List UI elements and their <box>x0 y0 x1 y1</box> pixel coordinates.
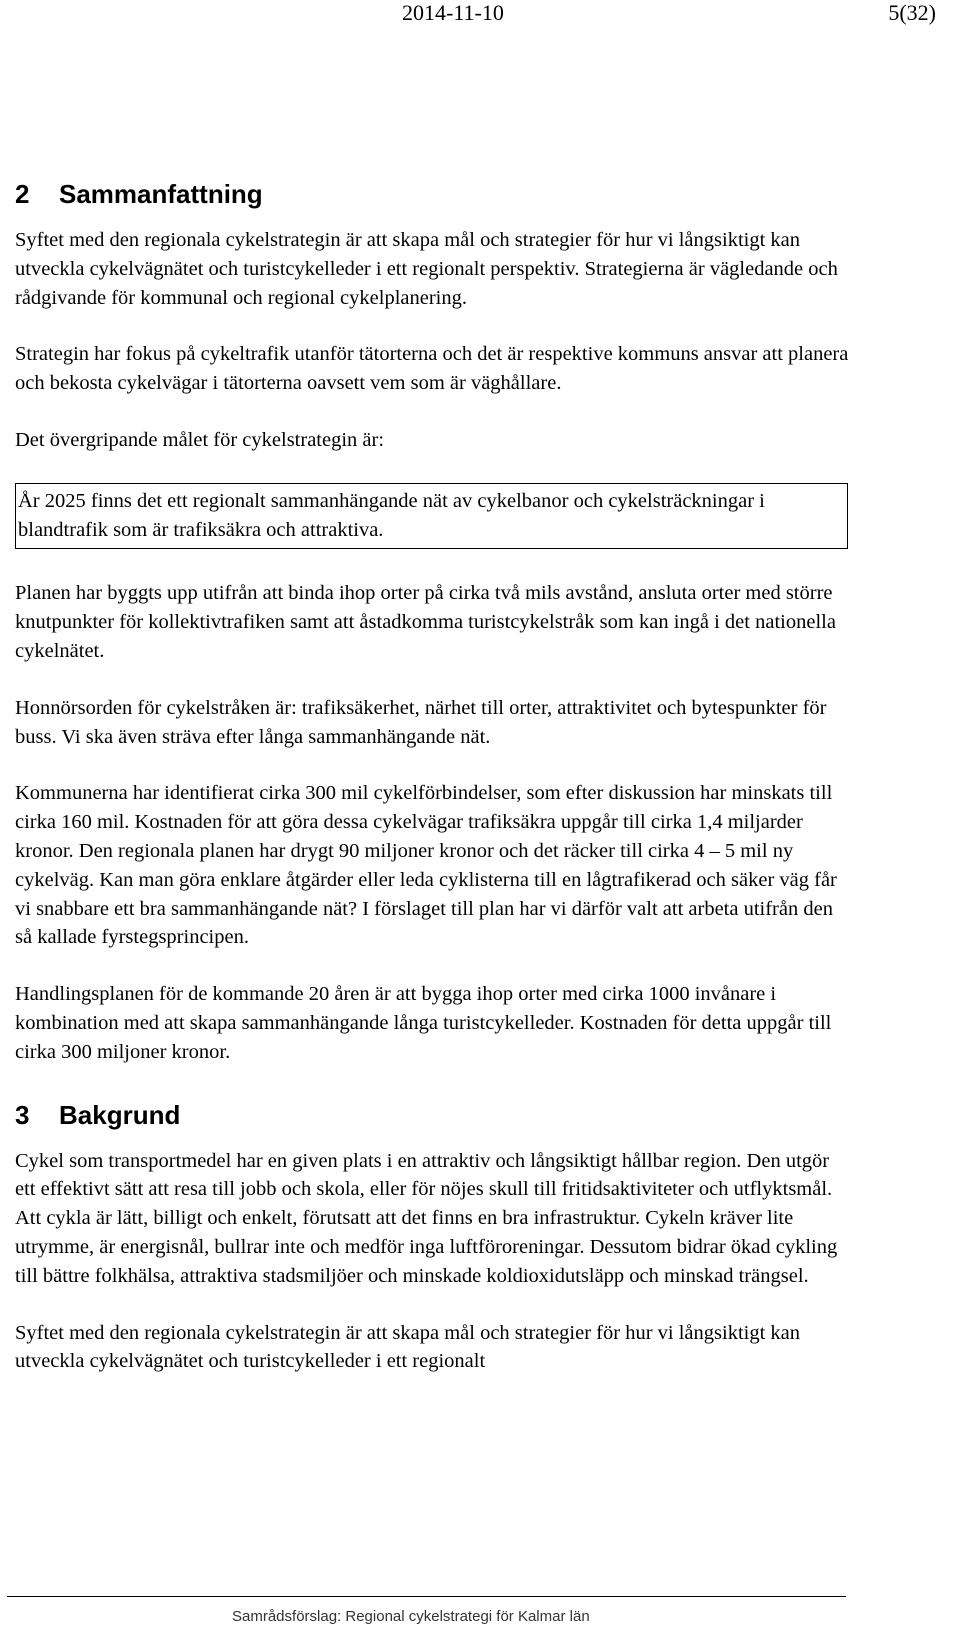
paragraph: Det övergripande målet för cykelstrategin är: <box>15 428 385 451</box>
paragraph: Strategin har fokus på cykeltrafik utanför tätorterna och det är respektive kommuns ansvar att planera och bekosta cykelvägar i tätorterna oavsett vem som är väghållare. <box>15 343 849 395</box>
paragraph: Honnörsorden för cykelstråken är: trafiksäkerhet, närhet till orter, attraktivitet och bytespunkter för buss. Vi ska även sträva efter långa sammanhängande nät. <box>15 696 827 748</box>
page-content <box>15 178 850 1404</box>
paragraph: Handlingsplanen för de kommande 20 åren är att bygga ihop orter med cirka 1000 invånare i kombination med att skapa sammanhängande långa turistcykelleder. Kostnaden för detta uppgår till cirka 300 miljoner kronor. <box>15 983 832 1063</box>
goal-box <box>15 483 848 550</box>
paragraph: Syftet med den regionala cykelstrategin är att skapa mål och strategier för hur vi långsiktigt kan utveckla cykelvägnätet och turistcykelleder i ett regionalt <box>15 1321 801 1373</box>
header-page-number: 5(32) <box>888 0 936 25</box>
goal-text: År 2025 finns det ett regionalt sammanhängande nät av cykelbanor och cykelsträckningar i blandtrafik som är trafiksäkra och attraktiva. <box>18 489 765 541</box>
section-3-heading <box>15 1099 850 1131</box>
footer-text: Samrådsförslag: Regional cykelstrategi för Kalmar län <box>232 1608 590 1625</box>
footer-divider <box>7 1596 846 1597</box>
paragraph: Planen har byggts upp utifrån att binda ihop orter på cirka två mils avstånd, ansluta orter med större knutpunkter för kollektivtrafiken samt att åstadkomma turistcykelstråk som kan ingå i det nationella cykelnätet. <box>15 582 836 662</box>
section-2-number: 2 <box>15 179 30 209</box>
section-2-heading <box>15 178 850 210</box>
section-2-title: Sammanfattning <box>59 179 263 209</box>
section-3-number: 3 <box>15 1099 30 1130</box>
paragraph: Cykel som transportmedel har en given plats i en attraktiv och långsiktigt hållbar region. Den utgör ett effektivt sätt att resa till jobb och skola, eller för nöjes skull till fritidsaktiviteter och utflyktsmål. Att cykla är lätt, billigt och enkelt, förutsatt att det finns en bra infrastruktur. Cykeln kräver lite utrymme, är energisnål, bullrar inte och medför inga luftföroreningar. Dessutom bidrar ökad cykling till bättre folkhälsa, attraktiva stadsmiljöer och minskade koldioxidutsläpp och minskad trängsel. <box>15 1149 838 1287</box>
paragraph: Syftet med den regionala cykelstrategin är att skapa mål och strategier för hur vi långsiktigt kan utveckla cykelvägnätet och turistcykelleder i ett regionalt perspektiv. Strategierna är vägledande och rådgivande för kommunal och regional cykelplanering. <box>15 229 838 309</box>
section-3-title: Bakgrund <box>59 1099 181 1130</box>
paragraph: Kommunerna har identifierat cirka 300 mil cykelförbindelser, som efter diskussion har minskats till cirka 160 mil. Kostnaden för att göra dessa cykelvägar trafiksäkra uppgår till cirka 1,4 miljarder kronor. Den regionala planen har drygt 90 miljoner kronor och det räcker till cirka 4 – 5 mil ny cykelväg. Kan man göra enklare åtgärder eller leda cyklisterna till en lågtrafikerad och säker väg får vi snabbare ett bra sammanhängande nät? I förslaget till plan har vi därför valt att arbeta utifrån den så kallade fyrstegsprincipen. <box>15 782 837 949</box>
header-date: 2014-11-10 <box>402 0 504 25</box>
